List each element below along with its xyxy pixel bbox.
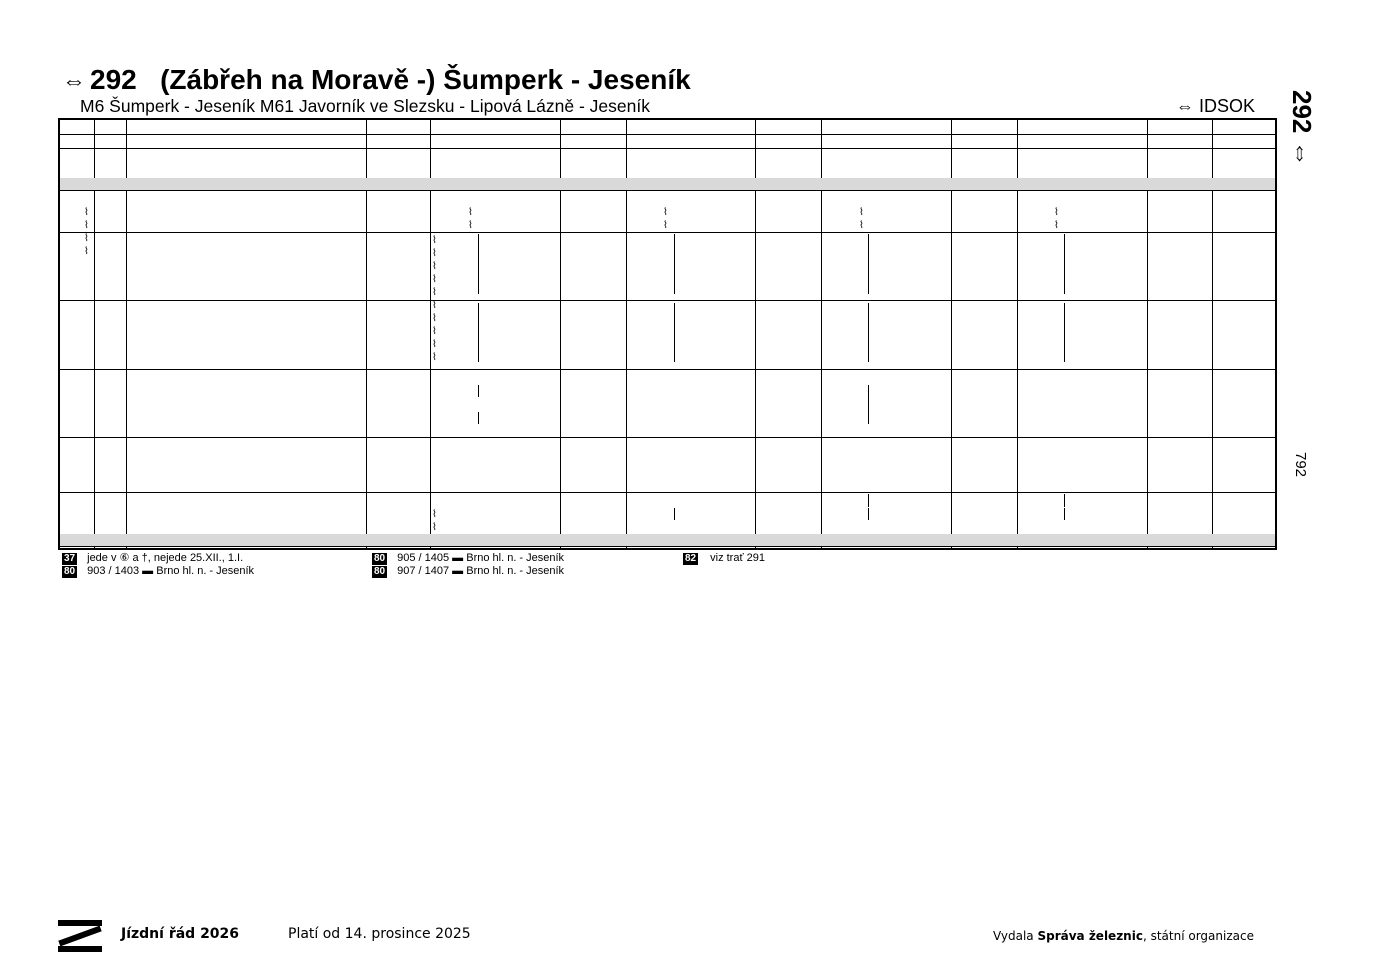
from-station-band: [60, 178, 1275, 190]
legend-item: [372, 552, 564, 565]
pass-line: [478, 234, 479, 294]
legend-item: [372, 565, 564, 578]
pass-through-icon: ⌇: [432, 300, 437, 311]
pass-through-icon: ⌇: [84, 233, 89, 244]
legend-item: [683, 552, 765, 565]
route-title: (Zábřeh na Moravě -) Šumperk - Jeseník: [160, 64, 691, 95]
pass-through-icon: ⌇: [432, 352, 437, 363]
pass-line: [868, 494, 869, 507]
pass-through-icon: ⌇: [432, 313, 437, 324]
pass-through-icon: ⌇: [432, 339, 437, 350]
pass-line: [868, 385, 869, 424]
subtitle: M6 Šumperk - Jeseník M61 Javorník ve Slezsku - Lipová Lázně - Jeseník: [80, 96, 650, 116]
pass-line: [478, 385, 479, 397]
idsok-label: ⇔ IDSOK: [1176, 96, 1256, 116]
footer-title: Jízdní řád 2026: [121, 926, 240, 942]
pass-through-icon: ⌇: [663, 220, 668, 231]
footer-valid: Platí od 14. prosince 2025: [288, 926, 471, 942]
legend-badge: 37: [64, 553, 76, 564]
pass-through-icon: ⌇: [432, 326, 437, 337]
row-divider: [60, 232, 1275, 233]
line-number: 292: [90, 64, 137, 95]
pass-through-icon: ⌇: [432, 274, 437, 285]
row-divider: [60, 148, 1275, 149]
row-divider: [60, 546, 1275, 547]
footer-publisher: [993, 929, 1254, 943]
row-divider: [60, 492, 1275, 493]
pass-through-icon: ⌇: [432, 248, 437, 259]
row-divider: [60, 369, 1275, 370]
pass-line: [1064, 494, 1065, 507]
row-divider: [60, 437, 1275, 438]
pass-through-icon: ⌇: [432, 509, 437, 520]
legend-text: 905 / 1405 ▬ Brno hl. n. - Jeseník: [397, 552, 565, 564]
publisher-prefix: Vydala: [993, 929, 1038, 943]
pass-line: [868, 234, 869, 294]
pass-through-icon: ⌇: [432, 235, 437, 246]
pass-through-icon: ⌇: [663, 207, 668, 218]
pass-line: [868, 303, 869, 362]
pass-line: [478, 412, 479, 424]
pass-line: [1064, 508, 1065, 520]
szdc-logo-icon: [58, 918, 102, 954]
side-page-number: 792: [1292, 452, 1309, 478]
pass-through-icon: ⌇: [432, 261, 437, 272]
pass-through-icon: ⌇: [859, 220, 864, 231]
pass-through-icon: ⌇: [432, 287, 437, 298]
legend-item: [62, 552, 243, 565]
pass-through-icon: ⌇: [1054, 220, 1059, 231]
pass-through-icon: ⌇: [432, 522, 437, 533]
side-line-number: 292 ⇔: [1287, 90, 1317, 167]
pass-line: [674, 508, 675, 520]
page-title: [62, 64, 691, 96]
pass-through-icon: ⌇: [84, 220, 89, 231]
legend-item: [62, 565, 254, 578]
legend-badge: 80: [374, 566, 386, 577]
pass-through-icon: ⌇: [859, 207, 864, 218]
row-divider: [60, 300, 1275, 301]
pass-through-icon: ⌇: [468, 220, 473, 231]
pass-line: [674, 303, 675, 362]
legend-text: 907 / 1407 ▬ Brno hl. n. - Jeseník: [397, 565, 565, 577]
pass-through-icon: ⌇: [468, 207, 473, 218]
legend-badge: 80: [374, 553, 386, 564]
row-divider: [60, 134, 1275, 135]
line-symbol-icon: ⇔: [62, 68, 86, 95]
pass-line: [674, 234, 675, 294]
legend-badge: 82: [685, 553, 697, 564]
legend-text: 903 / 1403 ▬ Brno hl. n. - Jeseník: [87, 565, 255, 577]
pass-line: [1064, 234, 1065, 294]
pass-through-icon: ⌇: [1054, 207, 1059, 218]
legend-text: jede v ⑥ a †, nejede 25.XII., 1.I.: [87, 552, 244, 564]
pass-through-icon: ⌇: [84, 207, 89, 218]
pass-through-icon: ⌇: [84, 246, 89, 257]
pass-line: [478, 303, 479, 362]
pass-line: [868, 508, 869, 520]
to-station-band: [60, 534, 1275, 546]
pass-line: [1064, 303, 1065, 362]
row-divider: [60, 190, 1275, 191]
publisher-name: Správa železnic: [1037, 929, 1143, 943]
legend-text: viz trať 291: [710, 552, 765, 564]
legend-badge: 80: [64, 566, 76, 577]
timetable: [58, 118, 1277, 550]
publisher-suffix: , státní organizace: [1142, 929, 1254, 943]
